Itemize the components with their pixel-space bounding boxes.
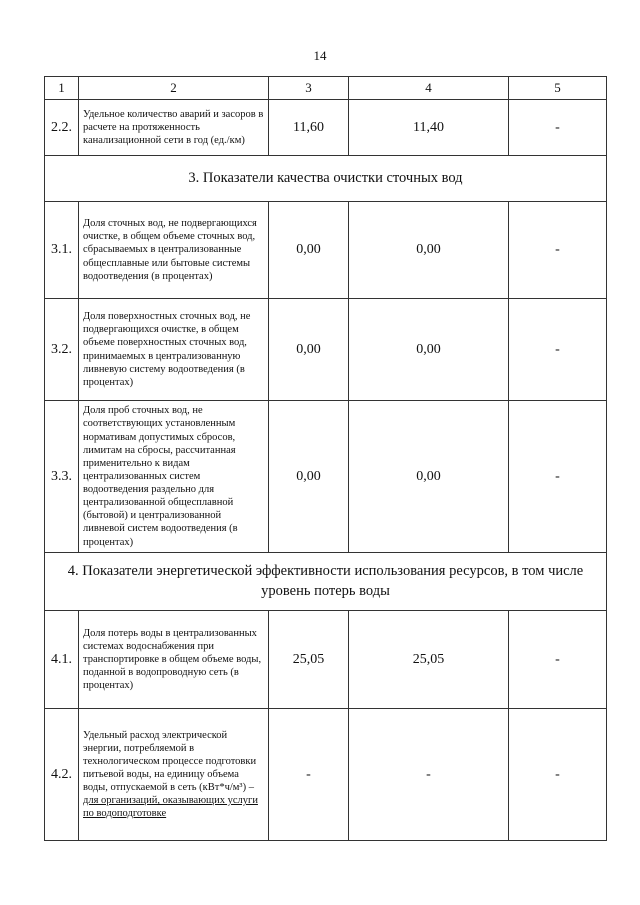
row-number: 4.1. bbox=[45, 611, 79, 709]
row-number: 4.2. bbox=[45, 709, 79, 841]
row-number: 3.3. bbox=[45, 401, 79, 553]
header-row bbox=[45, 77, 607, 100]
table-row bbox=[45, 299, 607, 401]
row-description-underlined: для организаций, оказывающих услуги по водоподготовке bbox=[83, 795, 258, 820]
value-col-3: 25,05 bbox=[269, 611, 349, 709]
section-4-title bbox=[45, 553, 607, 611]
value-col-5: - bbox=[509, 401, 607, 553]
header-col-5: 5 bbox=[509, 77, 607, 100]
row-number: 3.2. bbox=[45, 299, 79, 401]
row-number: 3.1. bbox=[45, 202, 79, 299]
value-col-4: 0,00 bbox=[349, 401, 509, 553]
value-col-4: 11,40 bbox=[349, 100, 509, 156]
value-col-4: 0,00 bbox=[349, 202, 509, 299]
indicators-table bbox=[44, 76, 607, 841]
value-col-3: 0,00 bbox=[269, 202, 349, 299]
section-row bbox=[45, 156, 607, 202]
value-col-5: - bbox=[509, 709, 607, 841]
section-row bbox=[45, 553, 607, 611]
value-col-3: 0,00 bbox=[269, 401, 349, 553]
section-4-title-line-1: 4. Показатели энергетической эффективности использования ресурсов, в том числе bbox=[67, 562, 584, 579]
value-col-5: - bbox=[509, 299, 607, 401]
value-col-3: 11,60 bbox=[269, 100, 349, 156]
value-col-5: - bbox=[509, 611, 607, 709]
row-description-main: Удельный расход электрической энергии, потребляемой в технологическом процессе подготовки питьевой воды, на единицу объема воды, отпускаемой в сеть (кВт*ч/м³) – bbox=[83, 729, 257, 794]
section-4-title-line-2: уровень потерь воды bbox=[261, 582, 390, 599]
page-number: 14 bbox=[313, 48, 327, 63]
value-col-3: 0,00 bbox=[269, 299, 349, 401]
row-description: Доля проб сточных вод, не соответствующих установленным нормативам допустимых сбросов, лимитам на сбросы, рассчитанная применительно к видам централизованных систем водоотведения раздельно для централизованной общесплавной (бытовой) и централизованной ливневой систем водоотведения (в процентах) bbox=[79, 401, 269, 553]
value-col-4: 25,05 bbox=[349, 611, 509, 709]
row-number: 2.2. bbox=[45, 100, 79, 156]
table-row bbox=[45, 401, 607, 553]
row-description: Удельное количество аварий и засоров в расчете на протяженность канализационной сети в год (ед./км) bbox=[79, 100, 269, 156]
header-col-2: 2 bbox=[79, 77, 269, 100]
value-col-5: - bbox=[509, 202, 607, 299]
value-col-4: 0,00 bbox=[349, 299, 509, 401]
table-row bbox=[45, 709, 607, 841]
header-col-1: 1 bbox=[45, 77, 79, 100]
value-col-5: - bbox=[509, 100, 607, 156]
value-col-3: - bbox=[269, 709, 349, 841]
section-3-title: 3. Показатели качества очистки сточных вод bbox=[45, 156, 607, 202]
header-col-4: 4 bbox=[349, 77, 509, 100]
row-description bbox=[79, 709, 269, 841]
header-col-3: 3 bbox=[269, 77, 349, 100]
row-description: Доля потерь воды в централизованных системах водоснабжения при транспортировке в общем объеме воды, поданной в водопроводную сеть (в процентах) bbox=[79, 611, 269, 709]
table-row bbox=[45, 202, 607, 299]
table-row bbox=[45, 100, 607, 156]
row-description: Доля сточных вод, не подвергающихся очистке, в общем объеме сточных вод, сбрасываемых в централизованные общесплавные или бытовые системы водоотведения (в процентах) bbox=[79, 202, 269, 299]
row-description: Доля поверхностных сточных вод, не подвергающихся очистке, в общем объеме поверхностных сточных вод, принимаемых в централизованную ливневую систему водоотведения (в процентах) bbox=[79, 299, 269, 401]
table-row bbox=[45, 611, 607, 709]
value-col-4: - bbox=[349, 709, 509, 841]
